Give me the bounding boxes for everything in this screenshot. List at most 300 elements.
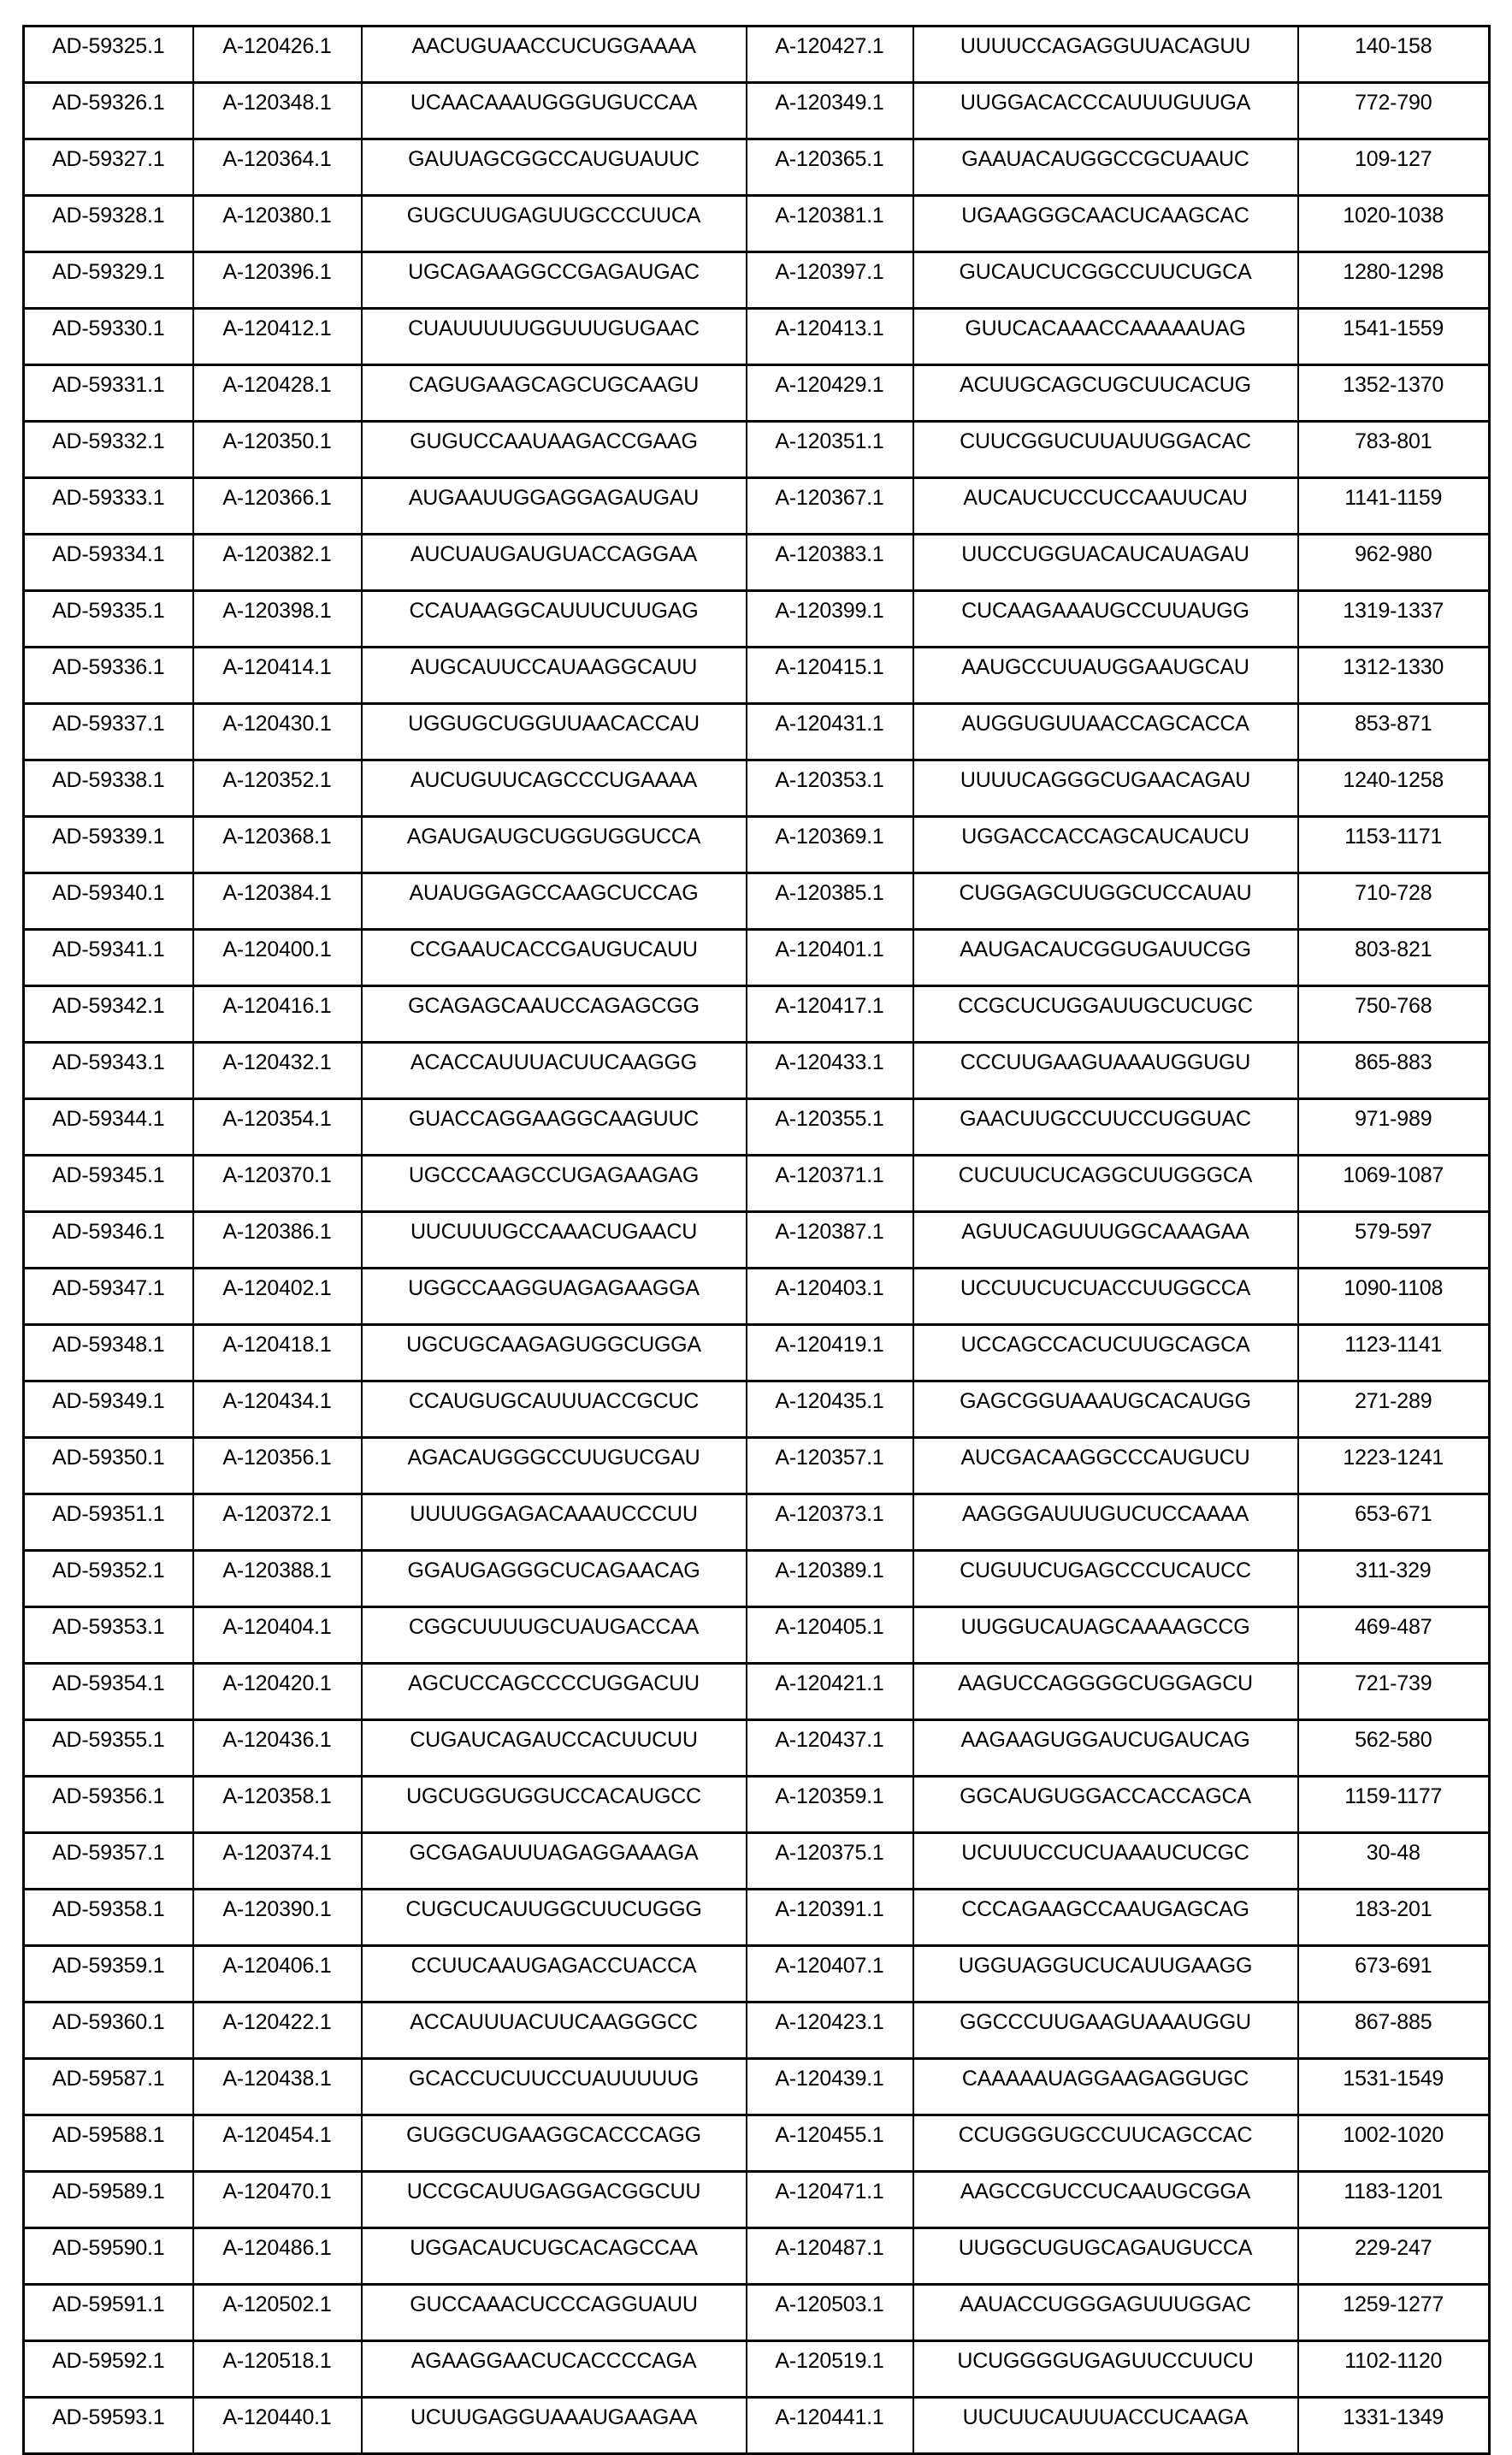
antisense-strand-id-cell: A-120433.1: [747, 1043, 913, 1099]
target-position-cell: 1123-1141: [1298, 1325, 1490, 1381]
sense-strand-id-cell: A-120358.1: [193, 1777, 362, 1833]
sense-strand-id-cell: A-120380.1: [193, 196, 362, 252]
sense-sequence-cell: AGACAUGGGCCUUGUCGAU: [362, 1438, 747, 1494]
antisense-strand-id-cell: A-120367.1: [747, 478, 913, 535]
antisense-strand-id-cell: A-120355.1: [747, 1099, 913, 1156]
target-position-cell: 229-247: [1298, 2228, 1490, 2285]
duplex-id-cell: AD-59345.1: [24, 1156, 193, 1212]
sense-sequence-cell: GCACCUCUUCCUAUUUUUG: [362, 2059, 747, 2115]
antisense-strand-id-cell: A-120375.1: [747, 1833, 913, 1890]
target-position-cell: 469-487: [1298, 1607, 1490, 1664]
target-position-cell: 1240-1258: [1298, 760, 1490, 817]
duplex-id-cell: AD-59355.1: [24, 1720, 193, 1777]
table-row: [24, 2059, 1490, 2115]
table-row: [24, 2172, 1490, 2228]
table-row: [24, 1946, 1490, 2002]
table-row: [24, 478, 1490, 535]
antisense-sequence-cell: AAGAAGUGGAUCUGAUCAG: [913, 1720, 1298, 1777]
antisense-sequence-cell: AAGUCCAGGGGCUGGAGCU: [913, 1664, 1298, 1720]
sense-sequence-cell: GUGUCCAAUAAGACCGAAG: [362, 422, 747, 478]
antisense-strand-id-cell: A-120397.1: [747, 252, 913, 309]
antisense-sequence-cell: AGUUCAGUUUGGCAAAGAA: [913, 1212, 1298, 1269]
antisense-strand-id-cell: A-120419.1: [747, 1325, 913, 1381]
antisense-strand-id-cell: A-120349.1: [747, 83, 913, 139]
antisense-sequence-cell: AAUGCCUUAUGGAAUGCAU: [913, 648, 1298, 704]
duplex-id-cell: AD-59334.1: [24, 535, 193, 591]
duplex-id-cell: AD-59348.1: [24, 1325, 193, 1381]
sense-strand-id-cell: A-120406.1: [193, 1946, 362, 2002]
antisense-strand-id-cell: A-120431.1: [747, 704, 913, 760]
table-row: [24, 2398, 1490, 2454]
duplex-id-cell: AD-59339.1: [24, 817, 193, 873]
sense-sequence-cell: CCAUAAGGCAUUUCUUGAG: [362, 591, 747, 648]
duplex-id-cell: AD-59356.1: [24, 1777, 193, 1833]
table-row: [24, 1269, 1490, 1325]
antisense-strand-id-cell: A-120413.1: [747, 309, 913, 365]
antisense-strand-id-cell: A-120383.1: [747, 535, 913, 591]
sense-sequence-cell: GUCCAAACUCCCAGGUAUU: [362, 2285, 747, 2341]
antisense-sequence-cell: UUCUUCAUUUACCUCAAGA: [913, 2398, 1298, 2454]
sense-sequence-cell: UCCGCAUUGAGGACGGCUU: [362, 2172, 747, 2228]
antisense-sequence-cell: UGAAGGGCAACUCAAGCAC: [913, 196, 1298, 252]
duplex-id-cell: AD-59351.1: [24, 1494, 193, 1551]
sense-strand-id-cell: A-120356.1: [193, 1438, 362, 1494]
sense-sequence-cell: CAGUGAAGCAGCUGCAAGU: [362, 365, 747, 422]
target-position-cell: 1102-1120: [1298, 2341, 1490, 2398]
duplex-id-cell: AD-59357.1: [24, 1833, 193, 1890]
sense-sequence-cell: AGAUGAUGCUGGUGGUCCA: [362, 817, 747, 873]
sense-sequence-cell: UGCUGCAAGAGUGGCUGGA: [362, 1325, 747, 1381]
target-position-cell: 865-883: [1298, 1043, 1490, 1099]
sense-sequence-cell: AUCUGUUCAGCCCUGAAAA: [362, 760, 747, 817]
sense-sequence-cell: GCGAGAUUUAGAGGAAAGA: [362, 1833, 747, 1890]
sense-sequence-cell: UCUUGAGGUAAAUGAAGAA: [362, 2398, 747, 2454]
antisense-sequence-cell: CUCAAGAAAUGCCUUAUGG: [913, 591, 1298, 648]
table-row: [24, 2115, 1490, 2172]
antisense-strand-id-cell: A-120369.1: [747, 817, 913, 873]
target-position-cell: 1259-1277: [1298, 2285, 1490, 2341]
sense-strand-id-cell: A-120396.1: [193, 252, 362, 309]
antisense-sequence-cell: AAGCCGUCCUCAAUGCGGA: [913, 2172, 1298, 2228]
sense-strand-id-cell: A-120428.1: [193, 365, 362, 422]
sense-strand-id-cell: A-120372.1: [193, 1494, 362, 1551]
sense-sequence-cell: CCUUCAAUGAGACCUACCA: [362, 1946, 747, 2002]
antisense-sequence-cell: GAGCGGUAAAUGCACAUGG: [913, 1381, 1298, 1438]
sense-sequence-cell: AUAUGGAGCCAAGCUCCAG: [362, 873, 747, 930]
sense-strand-id-cell: A-120426.1: [193, 27, 362, 83]
antisense-sequence-cell: CCUGGGUGCCUUCAGCCAC: [913, 2115, 1298, 2172]
sense-sequence-cell: ACCAUUUACUUCAAGGGCC: [362, 2002, 747, 2059]
duplex-id-cell: AD-59592.1: [24, 2341, 193, 2398]
duplex-id-cell: AD-59589.1: [24, 2172, 193, 2228]
target-position-cell: 971-989: [1298, 1099, 1490, 1156]
sense-strand-id-cell: A-120386.1: [193, 1212, 362, 1269]
sense-strand-id-cell: A-120432.1: [193, 1043, 362, 1099]
target-position-cell: 853-871: [1298, 704, 1490, 760]
antisense-sequence-cell: CUGGAGCUUGGCUCCAUAU: [913, 873, 1298, 930]
sirna-duplex-table: [22, 25, 1491, 2455]
sense-sequence-cell: AUGAAUUGGAGGAGAUGAU: [362, 478, 747, 535]
duplex-id-cell: AD-59359.1: [24, 1946, 193, 2002]
sense-strand-id-cell: A-120348.1: [193, 83, 362, 139]
antisense-sequence-cell: CCCUUGAAGUAAAUGGUGU: [913, 1043, 1298, 1099]
target-position-cell: 783-801: [1298, 422, 1490, 478]
antisense-sequence-cell: CUCUUCUCAGGCUUGGGCA: [913, 1156, 1298, 1212]
antisense-sequence-cell: AAUACCUGGGAGUUUGGAC: [913, 2285, 1298, 2341]
table-row: [24, 1777, 1490, 1833]
sense-sequence-cell: GUACCAGGAAGGCAAGUUC: [362, 1099, 747, 1156]
duplex-id-cell: AD-59360.1: [24, 2002, 193, 2059]
target-position-cell: 1141-1159: [1298, 478, 1490, 535]
antisense-sequence-cell: UUCCUGGUACAUCAUAGAU: [913, 535, 1298, 591]
target-position-cell: 271-289: [1298, 1381, 1490, 1438]
antisense-strand-id-cell: A-120399.1: [747, 591, 913, 648]
sense-strand-id-cell: A-120398.1: [193, 591, 362, 648]
sense-sequence-cell: UCAACAAAUGGGUGUCCAA: [362, 83, 747, 139]
target-position-cell: 311-329: [1298, 1551, 1490, 1607]
target-position-cell: 710-728: [1298, 873, 1490, 930]
antisense-sequence-cell: CAAAAAUAGGAAGAGGUGC: [913, 2059, 1298, 2115]
sirna-duplex-table-container: [22, 25, 1488, 2455]
duplex-id-cell: AD-59353.1: [24, 1607, 193, 1664]
sense-strand-id-cell: A-120364.1: [193, 139, 362, 196]
target-position-cell: 1280-1298: [1298, 252, 1490, 309]
sense-strand-id-cell: A-120434.1: [193, 1381, 362, 1438]
antisense-sequence-cell: UGGACCACCAGCAUCAUCU: [913, 817, 1298, 873]
sense-strand-id-cell: A-120404.1: [193, 1607, 362, 1664]
target-position-cell: 1020-1038: [1298, 196, 1490, 252]
antisense-sequence-cell: AAUGACAUCGGUGAUUCGG: [913, 930, 1298, 986]
table-row: [24, 1551, 1490, 1607]
target-position-cell: 721-739: [1298, 1664, 1490, 1720]
sense-sequence-cell: UGGACAUCUGCACAGCCAA: [362, 2228, 747, 2285]
table-row: [24, 1156, 1490, 1212]
antisense-sequence-cell: CCGCUCUGGAUUGCUCUGC: [913, 986, 1298, 1043]
antisense-strand-id-cell: A-120403.1: [747, 1269, 913, 1325]
antisense-strand-id-cell: A-120389.1: [747, 1551, 913, 1607]
table-row: [24, 1043, 1490, 1099]
table-row: [24, 1720, 1490, 1777]
antisense-sequence-cell: CUUCGGUCUUAUUGGACAC: [913, 422, 1298, 478]
table-row: [24, 27, 1490, 83]
table-row: [24, 1833, 1490, 1890]
antisense-strand-id-cell: A-120357.1: [747, 1438, 913, 1494]
antisense-sequence-cell: CUGUUCUGAGCCCUCAUCC: [913, 1551, 1298, 1607]
antisense-strand-id-cell: A-120441.1: [747, 2398, 913, 2454]
antisense-sequence-cell: UUGGCUGUGCAGAUGUCCA: [913, 2228, 1298, 2285]
sense-strand-id-cell: A-120402.1: [193, 1269, 362, 1325]
duplex-id-cell: AD-59344.1: [24, 1099, 193, 1156]
sense-sequence-cell: UGGCCAAGGUAGAGAAGGA: [362, 1269, 747, 1325]
table-body: [24, 27, 1490, 2454]
duplex-id-cell: AD-59352.1: [24, 1551, 193, 1607]
duplex-id-cell: AD-59336.1: [24, 648, 193, 704]
sense-strand-id-cell: A-120368.1: [193, 817, 362, 873]
antisense-sequence-cell: UUGGUCAUAGCAAAAGCCG: [913, 1607, 1298, 1664]
table-row: [24, 309, 1490, 365]
sense-sequence-cell: AUCUAUGAUGUACCAGGAA: [362, 535, 747, 591]
target-position-cell: 1153-1171: [1298, 817, 1490, 873]
sense-strand-id-cell: A-120438.1: [193, 2059, 362, 2115]
sense-sequence-cell: UGGUGCUGGUUAACACCAU: [362, 704, 747, 760]
antisense-strand-id-cell: A-120359.1: [747, 1777, 913, 1833]
antisense-strand-id-cell: A-120373.1: [747, 1494, 913, 1551]
table-row: [24, 422, 1490, 478]
duplex-id-cell: AD-59332.1: [24, 422, 193, 478]
table-row: [24, 1381, 1490, 1438]
antisense-strand-id-cell: A-120423.1: [747, 2002, 913, 2059]
antisense-strand-id-cell: A-120387.1: [747, 1212, 913, 1269]
duplex-id-cell: AD-59342.1: [24, 986, 193, 1043]
duplex-id-cell: AD-59335.1: [24, 591, 193, 648]
table-row: [24, 817, 1490, 873]
target-position-cell: 1223-1241: [1298, 1438, 1490, 1494]
sense-strand-id-cell: A-120412.1: [193, 309, 362, 365]
antisense-strand-id-cell: A-120429.1: [747, 365, 913, 422]
antisense-strand-id-cell: A-120503.1: [747, 2285, 913, 2341]
sense-strand-id-cell: A-120350.1: [193, 422, 362, 478]
antisense-strand-id-cell: A-120371.1: [747, 1156, 913, 1212]
table-row: [24, 1494, 1490, 1551]
antisense-sequence-cell: UCCUUCUCUACCUUGGCCA: [913, 1269, 1298, 1325]
sense-sequence-cell: GUGGCUGAAGGCACCCAGG: [362, 2115, 747, 2172]
antisense-strand-id-cell: A-120439.1: [747, 2059, 913, 2115]
table-row: [24, 2002, 1490, 2059]
sense-strand-id-cell: A-120382.1: [193, 535, 362, 591]
target-position-cell: 1331-1349: [1298, 2398, 1490, 2454]
target-position-cell: 140-158: [1298, 27, 1490, 83]
duplex-id-cell: AD-59329.1: [24, 252, 193, 309]
target-position-cell: 1090-1108: [1298, 1269, 1490, 1325]
duplex-id-cell: AD-59330.1: [24, 309, 193, 365]
sense-strand-id-cell: A-120400.1: [193, 930, 362, 986]
sense-sequence-cell: UGCCCAAGCCUGAGAAGAG: [362, 1156, 747, 1212]
table-row: [24, 1212, 1490, 1269]
sense-strand-id-cell: A-120486.1: [193, 2228, 362, 2285]
sense-strand-id-cell: A-120416.1: [193, 986, 362, 1043]
antisense-strand-id-cell: A-120385.1: [747, 873, 913, 930]
duplex-id-cell: AD-59350.1: [24, 1438, 193, 1494]
sense-sequence-cell: GUGCUUGAGUUGCCCUUCA: [362, 196, 747, 252]
antisense-sequence-cell: GGCCCUUGAAGUAAAUGGU: [913, 2002, 1298, 2059]
sense-sequence-cell: AGAAGGAACUCACCCCAGA: [362, 2341, 747, 2398]
sense-strand-id-cell: A-120374.1: [193, 1833, 362, 1890]
antisense-strand-id-cell: A-120381.1: [747, 196, 913, 252]
sense-strand-id-cell: A-120518.1: [193, 2341, 362, 2398]
duplex-id-cell: AD-59590.1: [24, 2228, 193, 2285]
antisense-sequence-cell: UCUGGGGUGAGUUCCUUCU: [913, 2341, 1298, 2398]
sense-sequence-cell: UGCUGGUGGUCCACAUGCC: [362, 1777, 747, 1833]
duplex-id-cell: AD-59593.1: [24, 2398, 193, 2454]
sense-sequence-cell: UGCAGAAGGCCGAGAUGAC: [362, 252, 747, 309]
antisense-strand-id-cell: A-120405.1: [747, 1607, 913, 1664]
duplex-id-cell: AD-59340.1: [24, 873, 193, 930]
duplex-id-cell: AD-59337.1: [24, 704, 193, 760]
duplex-id-cell: AD-59341.1: [24, 930, 193, 986]
sense-sequence-cell: GAUUAGCGGCCAUGUAUUC: [362, 139, 747, 196]
target-position-cell: 579-597: [1298, 1212, 1490, 1269]
duplex-id-cell: AD-59331.1: [24, 365, 193, 422]
sense-strand-id-cell: A-120422.1: [193, 2002, 362, 2059]
table-row: [24, 591, 1490, 648]
antisense-strand-id-cell: A-120487.1: [747, 2228, 913, 2285]
sense-sequence-cell: ACACCAUUUACUUCAAGGG: [362, 1043, 747, 1099]
duplex-id-cell: AD-59591.1: [24, 2285, 193, 2341]
antisense-sequence-cell: UCCAGCCACUCUUGCAGCA: [913, 1325, 1298, 1381]
target-position-cell: 1069-1087: [1298, 1156, 1490, 1212]
antisense-sequence-cell: UUUUCCAGAGGUUACAGUU: [913, 27, 1298, 83]
duplex-id-cell: AD-59346.1: [24, 1212, 193, 1269]
sense-strand-id-cell: A-120388.1: [193, 1551, 362, 1607]
table-row: [24, 648, 1490, 704]
sense-strand-id-cell: A-120414.1: [193, 648, 362, 704]
sense-sequence-cell: UUUUGGAGACAAAUCCCUU: [362, 1494, 747, 1551]
table-row: [24, 1438, 1490, 1494]
target-position-cell: 1319-1337: [1298, 591, 1490, 648]
duplex-id-cell: AD-59354.1: [24, 1664, 193, 1720]
duplex-id-cell: AD-59587.1: [24, 2059, 193, 2115]
table-row: [24, 1325, 1490, 1381]
duplex-id-cell: AD-59338.1: [24, 760, 193, 817]
sense-sequence-cell: GGAUGAGGGCUCAGAACAG: [362, 1551, 747, 1607]
target-position-cell: 183-201: [1298, 1890, 1490, 1946]
antisense-sequence-cell: AAGGGAUUUGUCUCCAAAA: [913, 1494, 1298, 1551]
table-row: [24, 535, 1490, 591]
table-row: [24, 252, 1490, 309]
target-position-cell: 962-980: [1298, 535, 1490, 591]
antisense-strand-id-cell: A-120519.1: [747, 2341, 913, 2398]
table-row: [24, 1890, 1490, 1946]
target-position-cell: 109-127: [1298, 139, 1490, 196]
table-row: [24, 1607, 1490, 1664]
sense-sequence-cell: CUGCUCAUUGGCUUCUGGG: [362, 1890, 747, 1946]
antisense-strand-id-cell: A-120471.1: [747, 2172, 913, 2228]
duplex-id-cell: AD-59349.1: [24, 1381, 193, 1438]
sense-sequence-cell: GCAGAGCAAUCCAGAGCGG: [362, 986, 747, 1043]
sense-strand-id-cell: A-120354.1: [193, 1099, 362, 1156]
antisense-strand-id-cell: A-120353.1: [747, 760, 913, 817]
antisense-sequence-cell: GAAUACAUGGCCGCUAAUC: [913, 139, 1298, 196]
table-row: [24, 1664, 1490, 1720]
sense-strand-id-cell: A-120370.1: [193, 1156, 362, 1212]
antisense-strand-id-cell: A-120437.1: [747, 1720, 913, 1777]
duplex-id-cell: AD-59333.1: [24, 478, 193, 535]
target-position-cell: 1312-1330: [1298, 648, 1490, 704]
sense-strand-id-cell: A-120418.1: [193, 1325, 362, 1381]
sense-strand-id-cell: A-120436.1: [193, 1720, 362, 1777]
duplex-id-cell: AD-59588.1: [24, 2115, 193, 2172]
target-position-cell: 803-821: [1298, 930, 1490, 986]
sense-sequence-cell: CGGCUUUUGCUAUGACCAA: [362, 1607, 747, 1664]
duplex-id-cell: AD-59343.1: [24, 1043, 193, 1099]
sense-strand-id-cell: A-120502.1: [193, 2285, 362, 2341]
sense-strand-id-cell: A-120352.1: [193, 760, 362, 817]
antisense-strand-id-cell: A-120351.1: [747, 422, 913, 478]
antisense-sequence-cell: GGCAUGUGGACCACCAGCA: [913, 1777, 1298, 1833]
antisense-sequence-cell: AUCGACAAGGCCCAUGUCU: [913, 1438, 1298, 1494]
antisense-strand-id-cell: A-120421.1: [747, 1664, 913, 1720]
antisense-strand-id-cell: A-120415.1: [747, 648, 913, 704]
target-position-cell: 1183-1201: [1298, 2172, 1490, 2228]
table-row: [24, 196, 1490, 252]
antisense-sequence-cell: AUCAUCUCCUCCAAUUCAU: [913, 478, 1298, 535]
target-position-cell: 1531-1549: [1298, 2059, 1490, 2115]
antisense-sequence-cell: GAACUUGCCUUCCUGGUAC: [913, 1099, 1298, 1156]
target-position-cell: 1352-1370: [1298, 365, 1490, 422]
sense-sequence-cell: CUGAUCAGAUCCACUUCUU: [362, 1720, 747, 1777]
target-position-cell: 867-885: [1298, 2002, 1490, 2059]
table-row: [24, 139, 1490, 196]
table-row: [24, 365, 1490, 422]
antisense-strand-id-cell: A-120417.1: [747, 986, 913, 1043]
antisense-sequence-cell: GUUCACAAACCAAAAAUAG: [913, 309, 1298, 365]
duplex-id-cell: AD-59325.1: [24, 27, 193, 83]
target-position-cell: 1541-1559: [1298, 309, 1490, 365]
target-position-cell: 772-790: [1298, 83, 1490, 139]
sense-strand-id-cell: A-120366.1: [193, 478, 362, 535]
sense-sequence-cell: UUCUUUGCCAAACUGAACU: [362, 1212, 747, 1269]
antisense-sequence-cell: UUGGACACCCAUUUGUUGA: [913, 83, 1298, 139]
antisense-strand-id-cell: A-120365.1: [747, 139, 913, 196]
antisense-strand-id-cell: A-120391.1: [747, 1890, 913, 1946]
sense-strand-id-cell: A-120390.1: [193, 1890, 362, 1946]
antisense-strand-id-cell: A-120455.1: [747, 2115, 913, 2172]
table-row: [24, 760, 1490, 817]
antisense-strand-id-cell: A-120435.1: [747, 1381, 913, 1438]
table-row: [24, 83, 1490, 139]
sense-strand-id-cell: A-120384.1: [193, 873, 362, 930]
target-position-cell: 750-768: [1298, 986, 1490, 1043]
antisense-sequence-cell: AUGGUGUUAACCAGCACCA: [913, 704, 1298, 760]
table-row: [24, 2285, 1490, 2341]
sense-sequence-cell: AGCUCCAGCCCCUGGACUU: [362, 1664, 747, 1720]
antisense-sequence-cell: CCCAGAAGCCAAUGAGCAG: [913, 1890, 1298, 1946]
table-row: [24, 1099, 1490, 1156]
sense-sequence-cell: CCGAAUCACCGAUGUCAUU: [362, 930, 747, 986]
antisense-sequence-cell: UUUUCAGGGCUGAACAGAU: [913, 760, 1298, 817]
table-row: [24, 986, 1490, 1043]
target-position-cell: 1159-1177: [1298, 1777, 1490, 1833]
sense-sequence-cell: AUGCAUUCCAUAAGGCAUU: [362, 648, 747, 704]
sense-strand-id-cell: A-120454.1: [193, 2115, 362, 2172]
table-row: [24, 930, 1490, 986]
table-row: [24, 2228, 1490, 2285]
antisense-strand-id-cell: A-120407.1: [747, 1946, 913, 2002]
sense-strand-id-cell: A-120440.1: [193, 2398, 362, 2454]
antisense-sequence-cell: ACUUGCAGCUGCUUCACUG: [913, 365, 1298, 422]
antisense-sequence-cell: GUCAUCUCGGCCUUCUGCA: [913, 252, 1298, 309]
table-row: [24, 704, 1490, 760]
table-row: [24, 873, 1490, 930]
antisense-sequence-cell: UCUUUCCUCUAAAUCUCGC: [913, 1833, 1298, 1890]
duplex-id-cell: AD-59347.1: [24, 1269, 193, 1325]
sense-sequence-cell: AACUGUAACCUCUGGAAAA: [362, 27, 747, 83]
sense-strand-id-cell: A-120420.1: [193, 1664, 362, 1720]
antisense-strand-id-cell: A-120427.1: [747, 27, 913, 83]
table-row: [24, 2341, 1490, 2398]
duplex-id-cell: AD-59327.1: [24, 139, 193, 196]
sense-strand-id-cell: A-120470.1: [193, 2172, 362, 2228]
target-position-cell: 653-671: [1298, 1494, 1490, 1551]
sense-sequence-cell: CUAUUUUUGGUUUGUGAAC: [362, 309, 747, 365]
duplex-id-cell: AD-59358.1: [24, 1890, 193, 1946]
target-position-cell: 1002-1020: [1298, 2115, 1490, 2172]
target-position-cell: 562-580: [1298, 1720, 1490, 1777]
duplex-id-cell: AD-59328.1: [24, 196, 193, 252]
antisense-sequence-cell: UGGUAGGUCUCAUUGAAGG: [913, 1946, 1298, 2002]
sense-strand-id-cell: A-120430.1: [193, 704, 362, 760]
duplex-id-cell: AD-59326.1: [24, 83, 193, 139]
